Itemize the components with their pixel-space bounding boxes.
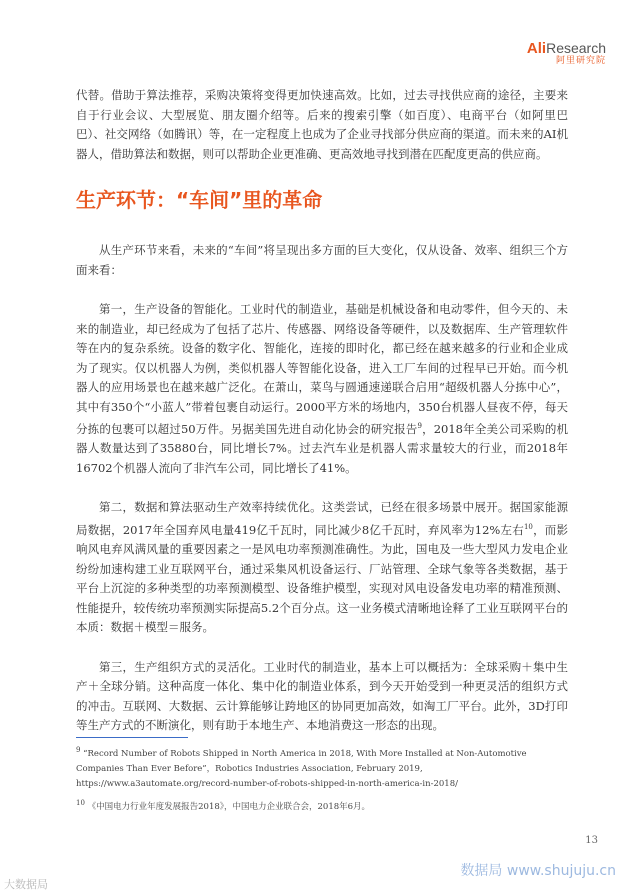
section-heading: 生产环节：“车间”里的革命 bbox=[76, 188, 323, 212]
watermark-left: 大数据局 bbox=[4, 878, 48, 891]
logo-word: Research bbox=[546, 40, 606, 56]
footnote-divider bbox=[76, 737, 188, 738]
paragraph-data-algorithms bbox=[76, 498, 568, 637]
logo-brand: Ali bbox=[526, 40, 547, 57]
aliresearch-logo bbox=[527, 40, 606, 66]
footnote-number: 9 bbox=[76, 746, 81, 754]
paragraph-organization: 第三，生产组织方式的灵活化。工业时代的制造业，基本上可以概括为：全球采购＋集中生产＋全球分销。这种高度一体化、集中化的制造业体系，到今天开始受到一种更灵活的组织方式的冲击。互联网、大数据、云计算能够让跨地区的协同更加高效，如淘工厂平台。此外，3D打印等生产方式的不断演化，则有助于本地生产、本地消费这一形态的出现。 bbox=[76, 659, 568, 733]
footnote-text: “Record Number of Robots Shipped in North America in 2018, With More Installed at Non-Automotive Companies Than Ever Before”，Robotics Industries Association, February 2019, https://www.a3automate.org/record-number-of-robots-shipped-in-north-america-in-2018/ bbox=[76, 748, 527, 789]
paragraph-data-tail: ，而影响风电弃风满风量的重要因素之一是风电功率预测准确性。为此，国电及一些大型风力发电企业纷纷加速构建工业互联网平台，通过采集风机设备运行、厂站管理、全球气象等各类数据，基于平台上沉淀的多种类型的功率预测模型、设备维护模型，实现对风电设备发电功率的精准预测、性能提升，较传统功率预测实际提高5.2个百分点。这一业务模式清晰地诠释了工业互联网平台的本质：数据＋模型＝服务。 bbox=[76, 522, 569, 635]
intro-paragraph: 代替。借助于算法推荐，采购决策将变得更加快速高效。比如，过去寻找供应商的途径，主要来自于行业会议、大型展览、朋友圈介绍等。后来的搜索引擎（如百度）、电商平台（如阿里巴巴）、社交网络（如腾讯）等，在一定程度上也成为了企业寻找部分供应商的渠道。而未来的AI机器人，借助算法和数据，则可以帮助企业更准确、更高效地寻找到潜在匹配度更高的供应商。 bbox=[76, 88, 568, 161]
paragraph-equipment-tail: ，2018年全美公司采购的机器人数量达到了35880台，同比增长7%。过去汽车业是机器人需求量较大的行业，而2018年16702个机器人流向了非汽车公司，同比增长了41%。 bbox=[76, 421, 568, 475]
section-lead: 从生产环节来看，未来的“车间”将呈现出多方面的巨大变化，仅从设备、效率、组织三个方面来看： bbox=[76, 243, 568, 277]
page-content bbox=[76, 86, 568, 756]
logo-subtitle: 阿里研究院 bbox=[555, 56, 606, 66]
footnote-ref-10[interactable]: 10 bbox=[523, 522, 533, 531]
page-number: 13 bbox=[585, 835, 598, 846]
footnote-10 bbox=[76, 796, 568, 815]
footnote-9 bbox=[76, 743, 568, 792]
footnote-ref-9[interactable]: 9 bbox=[417, 422, 422, 430]
paragraph-data-text: 第二，数据和算法驱动生产效率持续优化。这类尝试，已经在很多场景中展开。据国家能源局数据，2017年全国弃风电量419亿千瓦时，同比减少8亿千瓦时，弃风率为12%左右 bbox=[76, 500, 568, 537]
watermark-right: 数据局 www.shujuju.cn bbox=[460, 863, 616, 879]
paragraph-equipment bbox=[76, 300, 568, 478]
footnotes bbox=[76, 743, 568, 819]
footnote-text: 《中国电力行业年度发展报告2018》，中国电力企业联合会，2018年6月。 bbox=[87, 801, 371, 812]
paragraph-equipment-text: 第一，生产设备的智能化。工业时代的制造业，基础是机械设备和电动零件，但今天的、未来的制造业，却已经成为了包括了芯片、传感器、网络设备等硬件，以及数据库、生产管理软件等在内的复杂系统。设备的数字化、智能化，连接的即时化，都已经在越来越多的行业和企业成为了现实。仅以机器人为例，类似机器人等智能化设备，进入工厂车间的过程早已开始。而今机器人的应用场景也在越来越广泛化。在萧山，菜鸟与圆通速递联合启用“超级机器人分拣中心”，其中有350个“小蓝人”带着包裹自动运行。2000平方米的场地内，350台机器人昼夜不停，每天分拣的包裹可以超过50万件。另据美国先进自动化协会的研究报告 bbox=[76, 302, 568, 436]
footnote-number: 10 bbox=[76, 798, 85, 807]
